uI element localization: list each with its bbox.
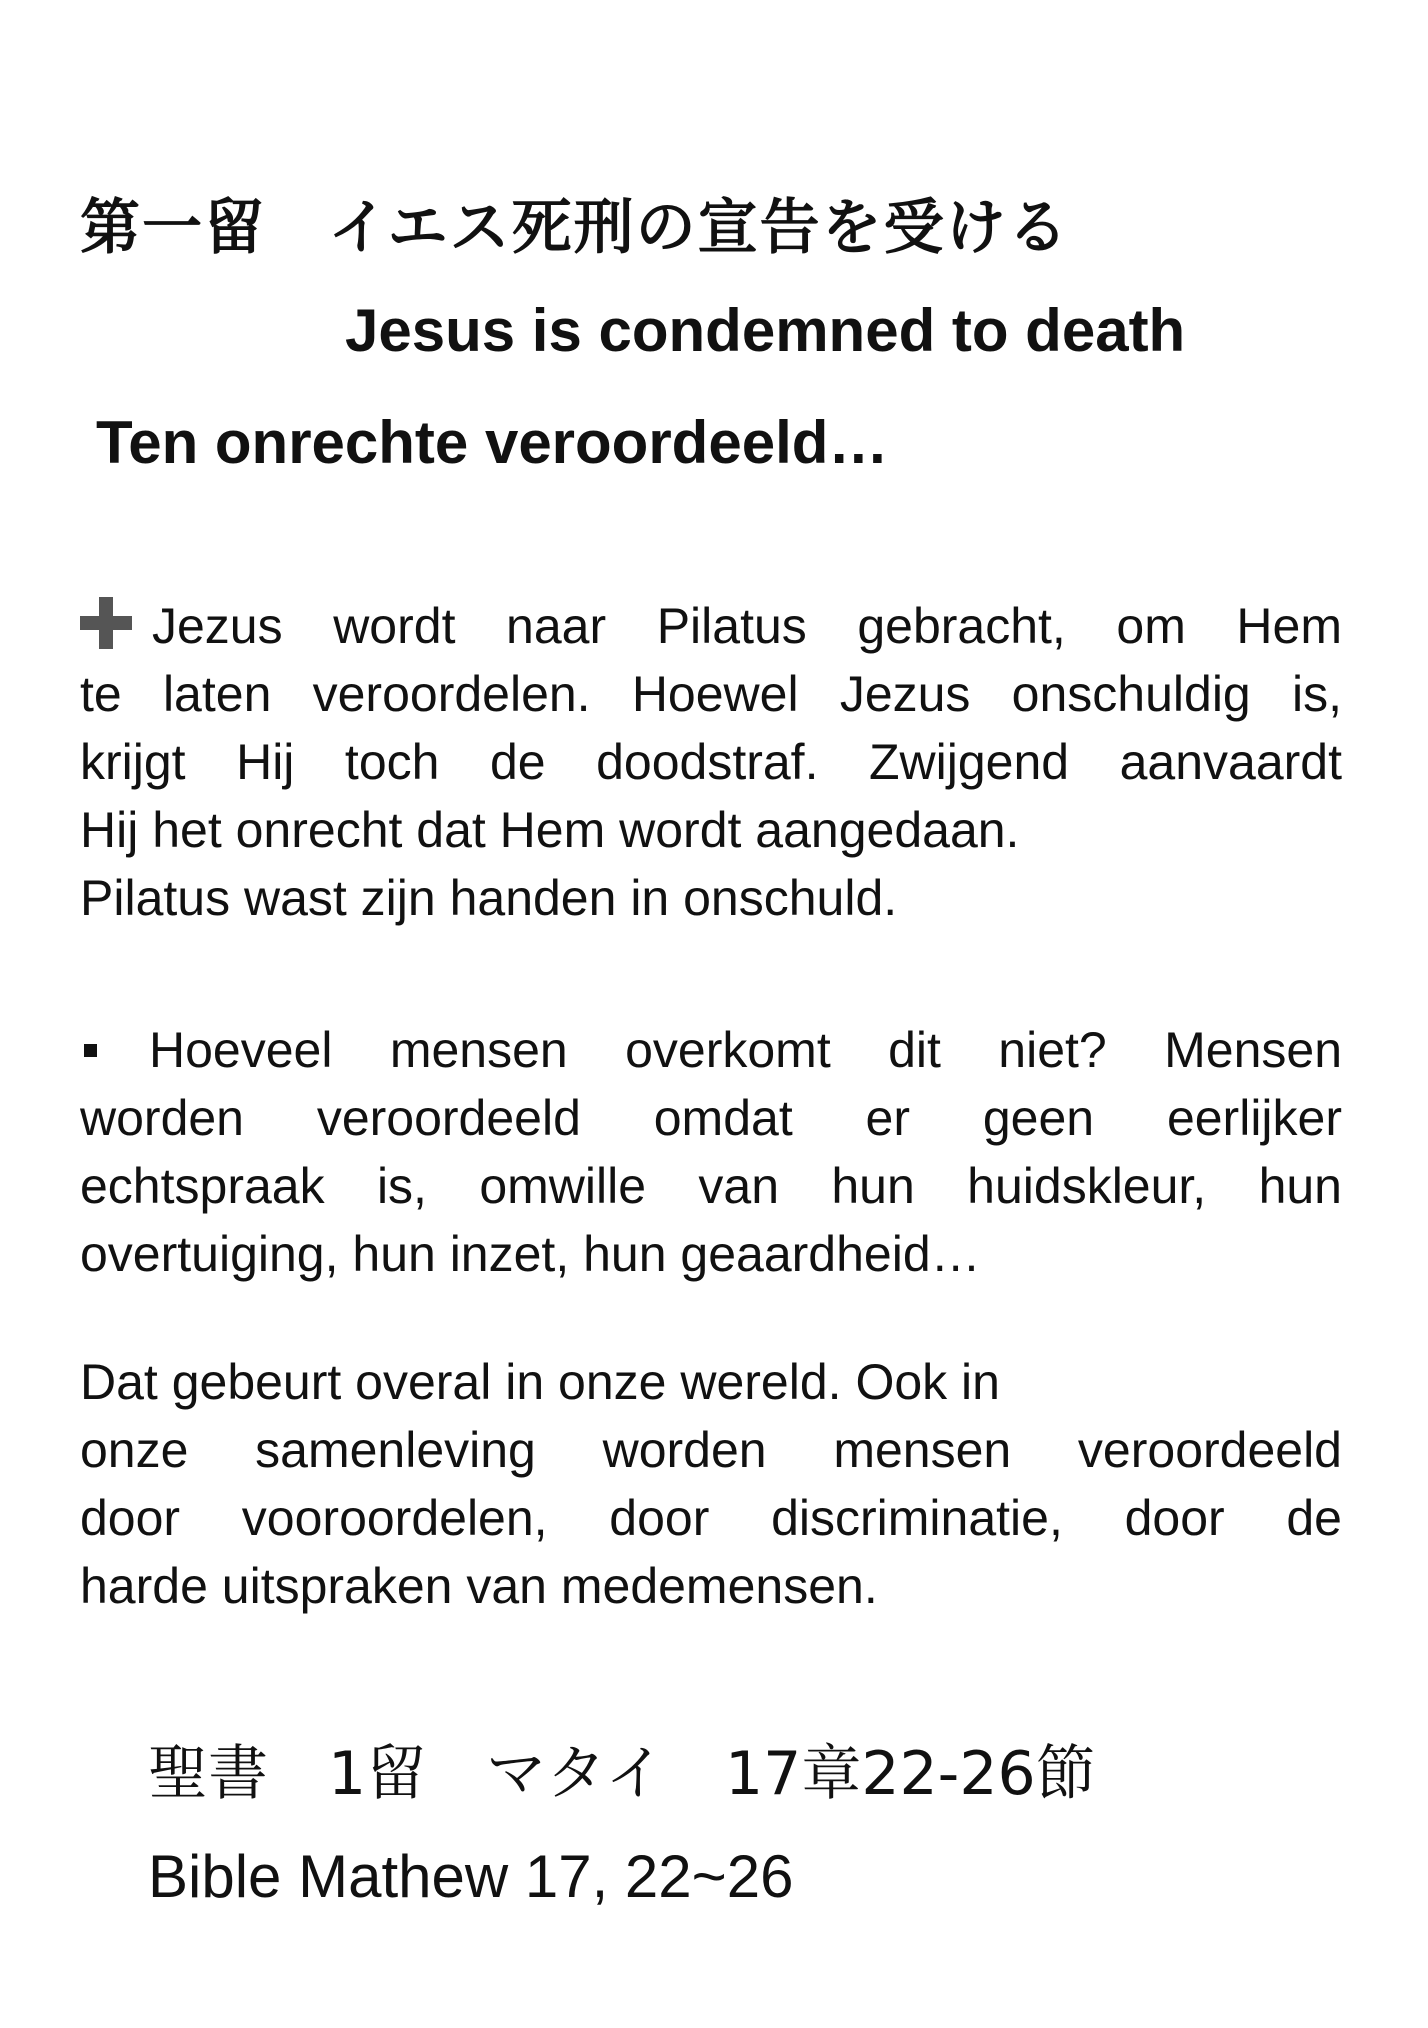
japanese-title: 第一留 イエス死刑の宣告を受ける (80, 193, 1070, 263)
paragraph-line: Pilatus wast zijn handen in onschuld. (80, 870, 898, 926)
square-bullet-icon (84, 1044, 97, 1057)
paragraph-society (80, 1348, 1342, 1620)
cross-icon (80, 597, 132, 649)
paragraph-line: Dat gebeurt overal in onze wereld. Ook in (80, 1354, 1000, 1410)
paragraph-line: echtspraak is, omwille van hun huidskleur, hun (80, 1158, 1342, 1214)
paragraph-line: Hoeveel mensen overkomt dit niet? Mensen (80, 1016, 1342, 1084)
bible-reference-japanese: 聖書 1留 マタイ 17章22-26節 (148, 1739, 1096, 1809)
paragraph-line: worden veroordeeld omdat er geen eerlijker (80, 1090, 1342, 1146)
paragraph-line: Jezus wordt naar Pilatus gebracht, om Hem (80, 592, 1342, 660)
paragraph-line: krijgt Hij toch de doodstraf. Zwijgend aanvaardt (80, 734, 1342, 790)
paragraph-line: harde uitspraken van medemensen. (80, 1558, 878, 1614)
paragraph-reflection (80, 1016, 1342, 1288)
paragraph-line: Hij het onrecht dat Hem wordt aangedaan. (80, 802, 1020, 858)
paragraph-pilate (80, 592, 1342, 932)
bible-reference-english: Bible Mathew 17, 22~26 (148, 1843, 794, 1910)
paragraph-line: overtuiging, hun inzet, hun geaardheid… (80, 1226, 981, 1282)
paragraph-line: onze samenleving worden mensen veroordeeld (80, 1422, 1342, 1478)
paragraph-line: door vooroordelen, door discriminatie, door de (80, 1490, 1342, 1546)
dutch-title: Ten onrechte veroordeeld… (96, 409, 889, 476)
paragraph-line: te laten veroordelen. Hoewel Jezus onschuldig is, (80, 666, 1342, 722)
english-title: Jesus is condemned to death (345, 297, 1186, 364)
